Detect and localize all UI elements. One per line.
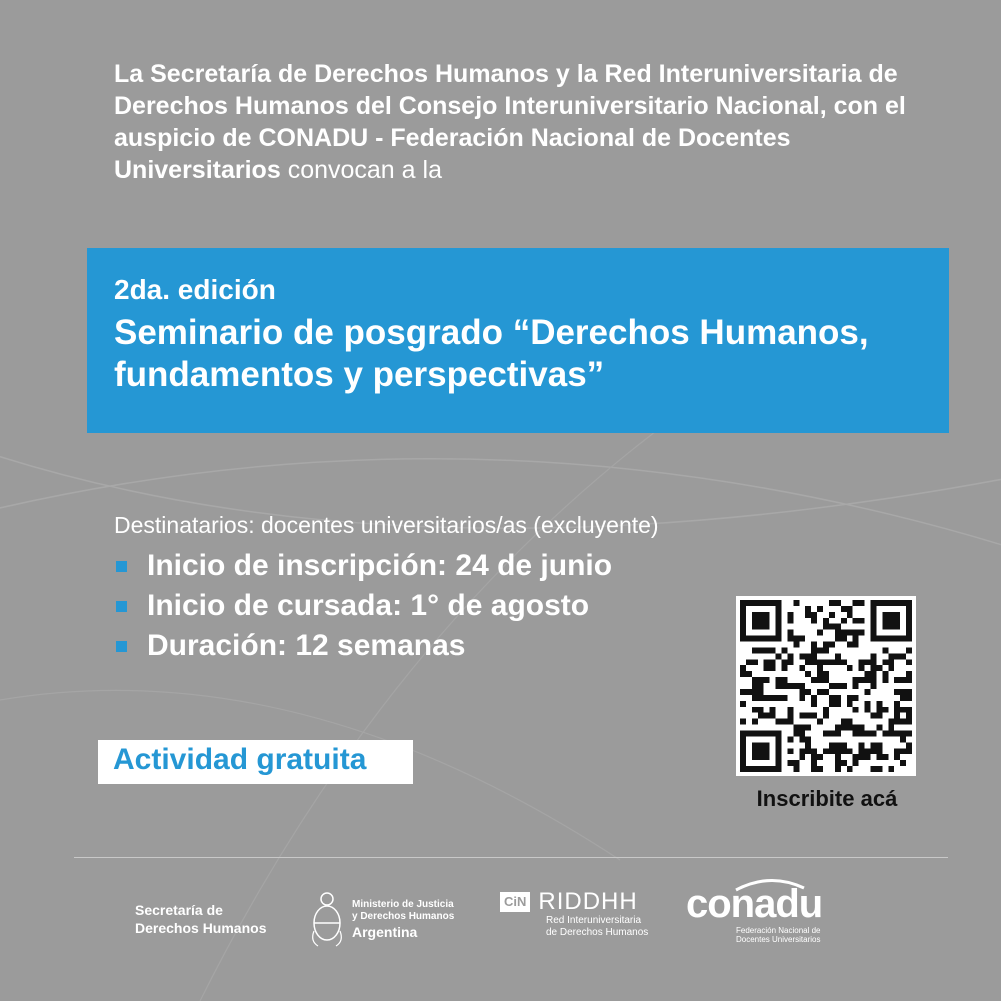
argentina-shield-icon — [308, 891, 346, 949]
destinatarios-text: Destinatarios: docentes universitarios/as (excluyente) — [114, 512, 659, 538]
logo-text: y Derechos Humanos — [352, 911, 455, 922]
riddhh-wordmark: RIDDHH — [538, 888, 638, 915]
intro-paragraph — [114, 58, 944, 186]
list-item — [116, 546, 612, 586]
intro-convocan: convocan a la — [280, 156, 442, 184]
qr-code-icon — [740, 600, 912, 772]
logo-text: Derechos Humanos — [135, 920, 267, 936]
logo-text: de Derechos Humanos — [546, 927, 649, 938]
cin-logo: CiN — [500, 892, 530, 912]
list-item — [116, 586, 612, 626]
free-activity-badge: Actividad gratuita — [98, 740, 413, 784]
qr-code[interactable] — [736, 596, 916, 776]
list-item — [116, 626, 612, 666]
logo-text: Red Interuniversitaria — [546, 915, 642, 926]
footer-divider — [74, 857, 948, 858]
bullet-square-icon — [116, 641, 127, 652]
logo-text: Docentes Universitarios — [736, 935, 821, 944]
seminar-title: Seminario de posgrado “Derechos Humanos, fundamentos y perspectivas” — [114, 313, 869, 394]
info-bullet-list — [116, 546, 612, 666]
logo-ministerio — [308, 891, 454, 949]
bullet-square-icon — [116, 561, 127, 572]
edition-label: 2da. edición — [114, 274, 276, 305]
bullet-text: Inicio de cursada: 1° de agosto — [147, 589, 590, 622]
qr-caption: Inscribite acá — [756, 786, 898, 811]
logo-text: Federación Nacional de — [736, 926, 821, 935]
logo-text: Ministerio de Justicia — [352, 899, 454, 910]
bullet-text: Inicio de inscripción: 24 de junio — [147, 549, 613, 582]
bullet-square-icon — [116, 601, 127, 612]
logo-secretaria-ddhh — [135, 901, 266, 937]
bullet-text: Duración: 12 semanas — [147, 629, 466, 662]
conadu-wordmark: conadu — [686, 882, 823, 926]
logo-text: Argentina — [352, 924, 418, 940]
logo-text: Secretaría de — [135, 902, 223, 918]
seminar-title-box — [87, 248, 949, 433]
intro-organizers: La Secretaría de Derechos Humanos y la Red Interuniversitaria de Derechos Humanos del Consejo Interuniversitario Nacional, con el auspicio de CONADU - Federación Nacional de Docentes Universitarios — [114, 60, 906, 184]
logo-riddhh — [500, 889, 648, 939]
logo-conadu — [686, 882, 822, 944]
